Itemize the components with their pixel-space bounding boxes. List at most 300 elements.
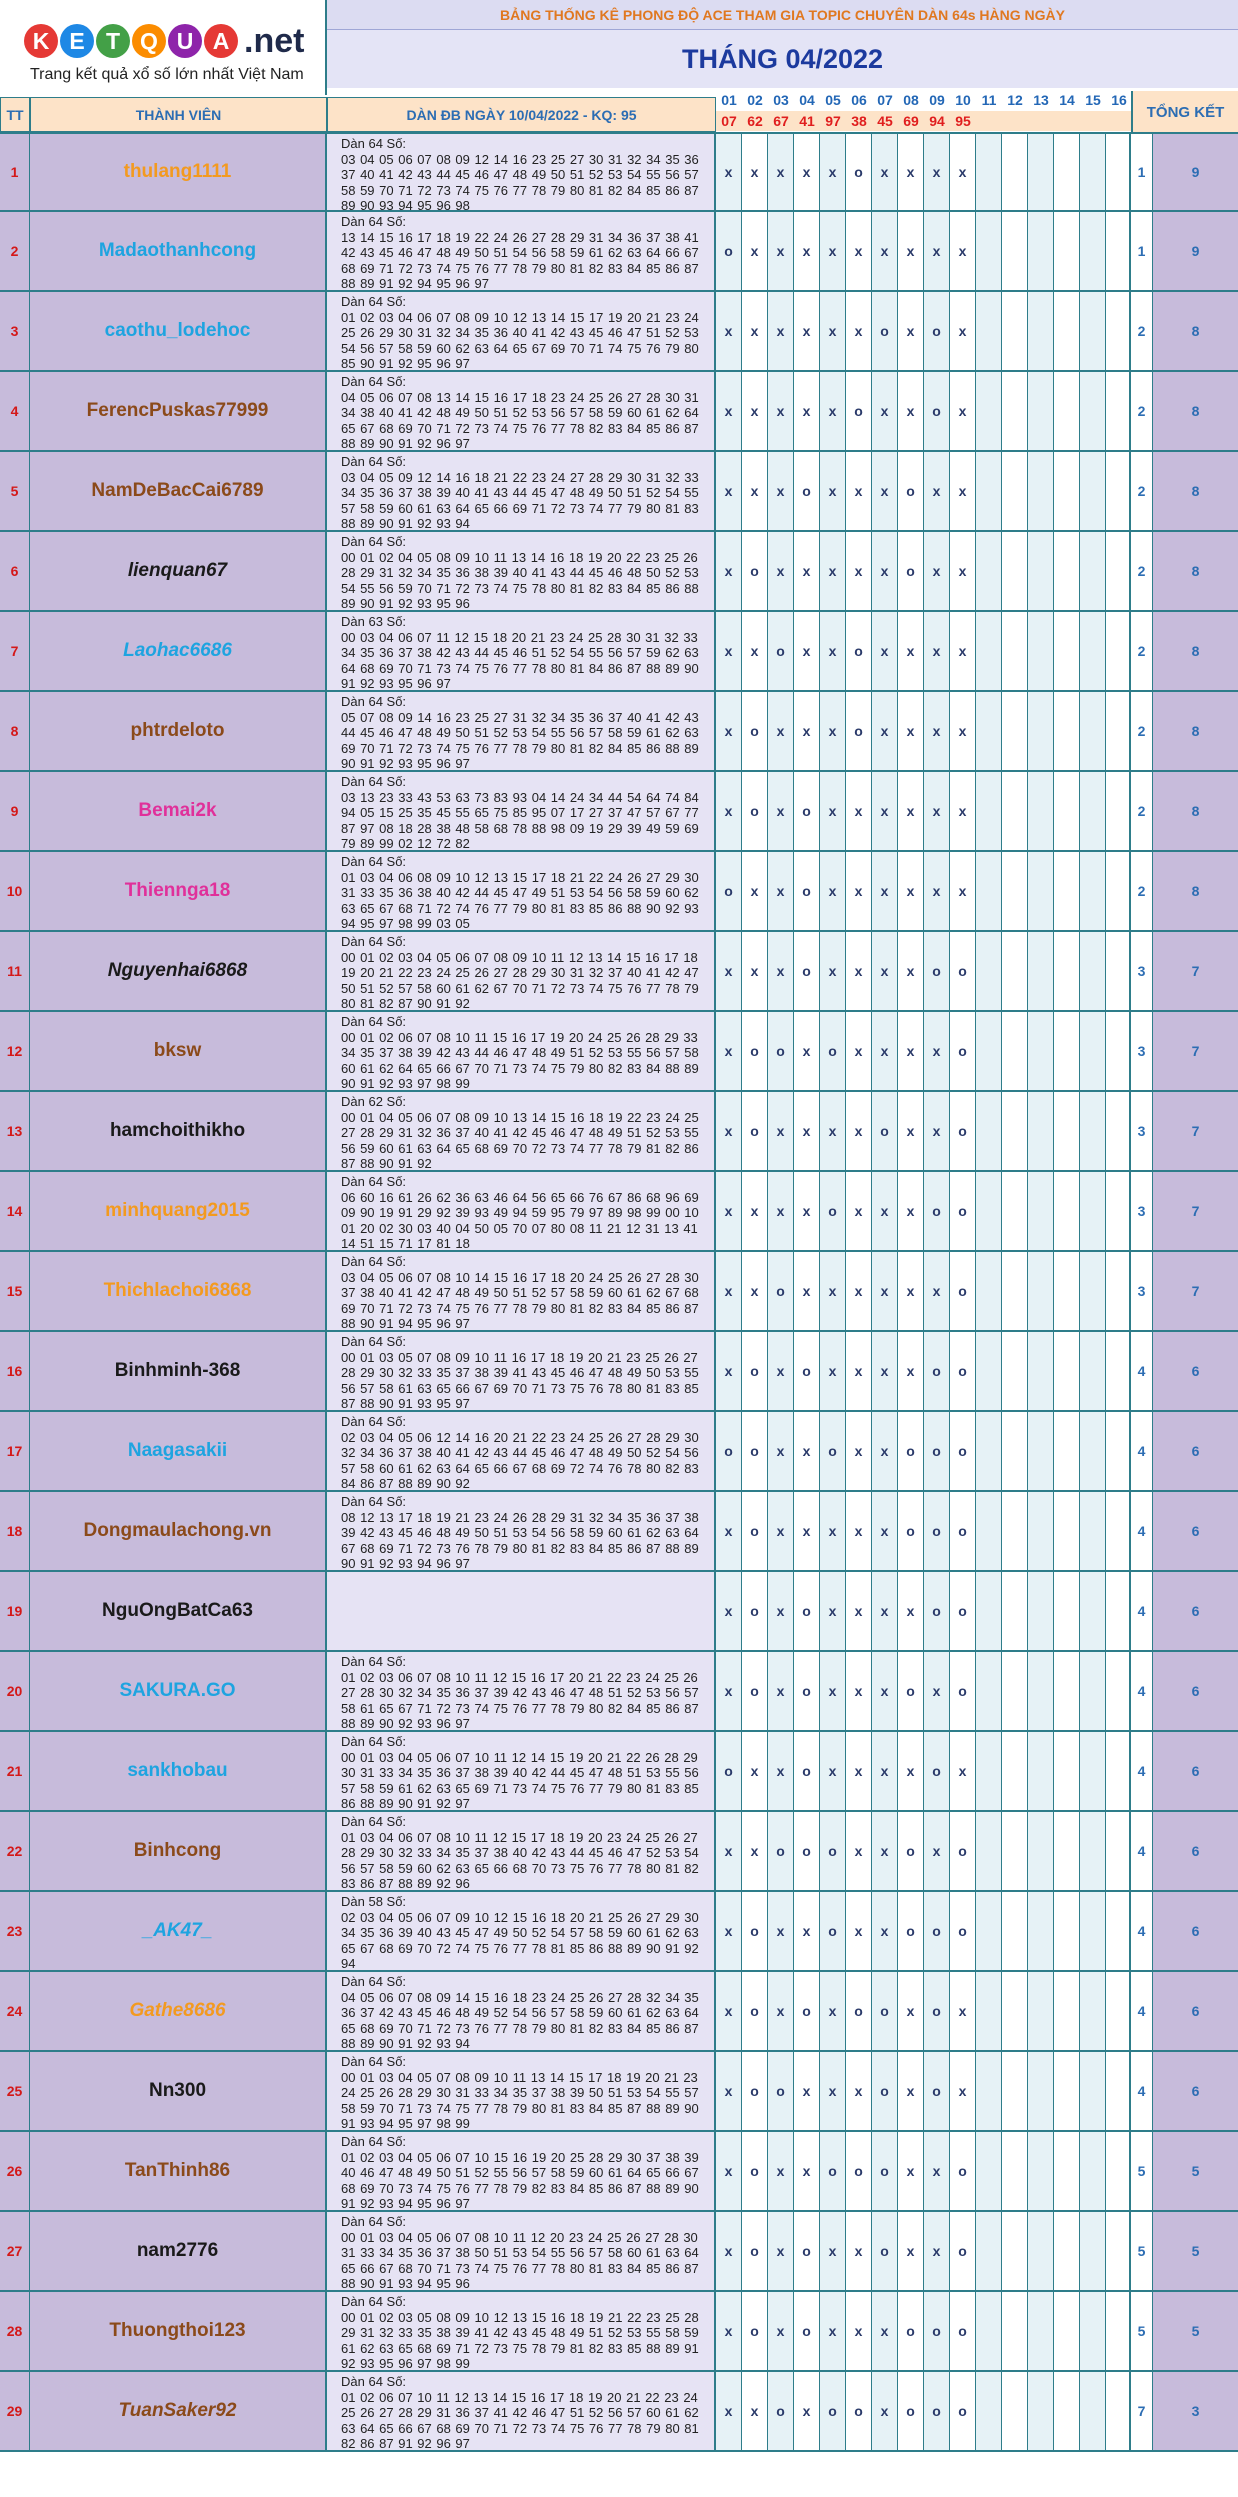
dan-label: Dàn 62 Số: <box>341 1094 407 1109</box>
spacer <box>1120 612 1131 690</box>
dan-numbers: 06 60 16 61 26 62 36 63 46 64 56 65 66 76 67 86 68 96 69 09 90 19 91 29 92 39 93 49 94 59 95 79 97 89 98 99 00 10 01 20 02 30 03 40 04 50 05 70 07 80 08 11 21 12 31 13 41 14 51 15 71 17 81 18 <box>341 1189 699 1250</box>
spacer <box>1120 1332 1131 1410</box>
member-name[interactable]: TuanSaker92 <box>30 2372 327 2450</box>
day-mark <box>1028 2052 1054 2130</box>
day-mark: o <box>950 1252 976 1330</box>
day-result: 95 <box>950 111 976 131</box>
total-hit: 3 <box>1131 932 1153 1010</box>
dan-numbers: 08 12 13 17 18 19 21 23 24 26 28 29 31 32 34 35 36 37 38 39 42 43 45 46 48 49 50 51 53 54 56 58 59 60 61 62 63 64 67 68 69 71 72 73 76 78 79 80 81 82 83 84 85 86 87 88 89 90 91 92 93 94 96 97 <box>341 1509 699 1570</box>
row-index: 18 <box>0 1492 30 1570</box>
day-mark <box>1080 1732 1106 1810</box>
member-name[interactable]: nam2776 <box>30 2212 327 2290</box>
dan-numbers: 13 14 15 16 17 18 19 22 24 26 27 28 29 31 34 36 37 38 41 42 43 45 46 47 48 49 50 51 54 56 58 59 61 62 63 64 66 67 68 69 71 72 73 74 75 76 77 78 79 80 81 82 83 84 85 86 87 88 89 91 92 94 95 96 97 <box>341 229 699 290</box>
dan-label: Dàn 64 Số: <box>341 454 407 469</box>
day-mark <box>1002 1252 1028 1330</box>
day-mark: o <box>742 532 768 610</box>
day-mark: x <box>716 532 742 610</box>
day-mark <box>976 2372 1002 2450</box>
day-mark <box>1002 1332 1028 1410</box>
site-logo[interactable] <box>0 0 327 95</box>
day-mark: o <box>924 1732 950 1810</box>
member-name[interactable]: Gathe8686 <box>30 1972 327 2050</box>
member-name[interactable]: thulang1111 <box>30 134 327 210</box>
day-mark: x <box>716 2132 742 2210</box>
total-miss: 6 <box>1153 1892 1238 1970</box>
day-mark: o <box>794 852 820 930</box>
row-index: 15 <box>0 1252 30 1330</box>
day-mark <box>976 2052 1002 2130</box>
day-mark <box>1028 372 1054 450</box>
day-mark: x <box>872 612 898 690</box>
day-mark: x <box>768 372 794 450</box>
day-mark <box>1002 1652 1028 1730</box>
dan-label: Dàn 64 Số: <box>341 2294 407 2309</box>
dan-numbers: 00 01 03 04 05 06 07 08 10 11 12 20 23 24 25 26 27 28 30 31 33 34 35 36 37 38 50 51 53 54 55 56 57 58 60 61 63 64 65 66 67 68 70 71 73 74 75 76 77 78 80 81 83 84 85 86 87 88 90 91 93 94 95 96 <box>341 2229 699 2290</box>
day-result <box>1080 111 1106 131</box>
day-mark <box>976 1492 1002 1570</box>
day-mark: x <box>924 212 950 290</box>
day-mark: x <box>872 1412 898 1490</box>
day-result: 07 <box>716 111 742 131</box>
day-mark <box>1028 1252 1054 1330</box>
day-mark: x <box>846 772 872 850</box>
dan-cell <box>327 1172 716 1250</box>
day-mark: x <box>794 692 820 770</box>
day-mark: x <box>950 772 976 850</box>
dan-numbers: 03 13 23 33 43 53 63 73 83 93 04 14 24 34 44 54 64 74 84 94 05 15 25 35 45 55 65 75 85 95 07 17 27 37 47 57 67 77 87 97 08 18 28 38 48 58 68 78 88 98 09 19 29 39 49 59 69 79 89 99 02 12 72 82 <box>341 789 699 850</box>
day-mark: o <box>794 2292 820 2370</box>
row-index: 26 <box>0 2132 30 2210</box>
spacer <box>1120 292 1131 370</box>
dan-numbers: 02 03 04 05 06 07 09 10 12 15 16 18 20 21 25 26 27 29 30 34 35 36 39 40 43 45 47 49 50 52 54 57 58 59 60 61 62 63 65 67 68 69 70 72 74 75 76 77 78 81 85 86 88 89 90 91 92 94 <box>341 1909 699 1970</box>
day-mark <box>1080 852 1106 930</box>
day-mark: o <box>846 2372 872 2450</box>
member-name[interactable]: caothu_lodehoc <box>30 292 327 370</box>
total-miss: 3 <box>1153 2372 1238 2450</box>
day-mark: x <box>950 2052 976 2130</box>
day-mark: x <box>742 372 768 450</box>
dan-cell <box>327 612 716 690</box>
day-mark: o <box>924 1892 950 1970</box>
member-name[interactable]: SAKURA.GO <box>30 1652 327 1730</box>
day-mark: o <box>742 2052 768 2130</box>
row-index: 19 <box>0 1572 30 1650</box>
day-mark <box>1028 2372 1054 2450</box>
day-mark <box>1080 692 1106 770</box>
dan-label: Dàn 64 Số: <box>341 1734 407 1749</box>
day-mark: o <box>924 1412 950 1490</box>
day-mark: x <box>768 1972 794 2050</box>
day-mark: x <box>820 2212 846 2290</box>
day-mark <box>1054 372 1080 450</box>
day-mark <box>976 1332 1002 1410</box>
member-name[interactable]: Nguyenhai6868 <box>30 932 327 1010</box>
day-mark: x <box>794 372 820 450</box>
row-index: 8 <box>0 692 30 770</box>
dan-cell <box>327 2372 716 2450</box>
day-number: 15 <box>1085 92 1101 108</box>
member-name[interactable]: Dongmaulachong.vn <box>30 1492 327 1570</box>
row-index: 16 <box>0 1332 30 1410</box>
spacer <box>1120 852 1131 930</box>
day-mark: o <box>742 1572 768 1650</box>
day-mark: x <box>820 2052 846 2130</box>
day-mark: x <box>820 292 846 370</box>
member-name[interactable]: Binhminh-368 <box>30 1332 327 1410</box>
dan-label: Dàn 64 Số: <box>341 1014 407 1029</box>
row-index: 28 <box>0 2292 30 2370</box>
day-mark: x <box>768 2212 794 2290</box>
day-mark: x <box>898 2212 924 2290</box>
day-mark: o <box>768 2052 794 2130</box>
table-row <box>0 2132 1238 2212</box>
day-mark <box>1080 292 1106 370</box>
row-index: 11 <box>0 932 30 1010</box>
day-mark: x <box>872 1812 898 1890</box>
member-name[interactable]: Madaothanhcong <box>30 212 327 290</box>
total-miss: 9 <box>1153 134 1238 210</box>
member-name[interactable]: Nn300 <box>30 2052 327 2130</box>
day-mark: o <box>950 2372 976 2450</box>
member-name[interactable]: hamchoithikho <box>30 1092 327 1170</box>
dan-label: Dàn 64 Số: <box>341 1254 407 1269</box>
dan-numbers: 03 04 05 09 12 14 16 18 21 22 23 24 27 28 29 30 31 32 33 34 35 36 37 38 39 40 41 43 44 45 47 48 49 50 51 52 54 55 57 58 59 60 61 63 64 65 66 69 71 72 73 74 77 79 80 81 83 88 89 90 91 92 93 94 <box>341 469 699 530</box>
day-mark: x <box>898 1252 924 1330</box>
day-result <box>1054 111 1080 131</box>
day-mark: x <box>898 612 924 690</box>
member-name[interactable]: lienquan67 <box>30 532 327 610</box>
member-name[interactable]: Naagasakii <box>30 1412 327 1490</box>
member-name[interactable]: Binhcong <box>30 1812 327 1890</box>
day-mark: x <box>794 2052 820 2130</box>
day-mark <box>1002 1492 1028 1570</box>
day-mark: x <box>716 372 742 450</box>
day-mark <box>1028 1012 1054 1090</box>
day-number: 02 <box>747 92 763 108</box>
day-mark <box>1002 1172 1028 1250</box>
dan-cell <box>327 2132 716 2210</box>
day-mark <box>1054 2052 1080 2130</box>
day-mark: x <box>794 1172 820 1250</box>
day-mark <box>976 2212 1002 2290</box>
day-mark: x <box>820 1492 846 1570</box>
member-name[interactable]: Bemai2k <box>30 772 327 850</box>
member-name[interactable]: bksw <box>30 1012 327 1090</box>
day-mark: x <box>742 1252 768 1330</box>
day-result <box>1002 111 1028 131</box>
dan-cell <box>327 1572 716 1650</box>
day-mark: x <box>716 1972 742 2050</box>
total-miss: 5 <box>1153 2132 1238 2210</box>
day-mark: x <box>950 452 976 530</box>
day-mark <box>1028 1732 1054 1810</box>
day-mark: x <box>898 1332 924 1410</box>
member-name[interactable]: NamDeBacCai6789 <box>30 452 327 530</box>
day-mark: o <box>742 692 768 770</box>
day-mark: x <box>846 1812 872 1890</box>
day-mark: x <box>716 2052 742 2130</box>
day-result <box>1028 111 1054 131</box>
total-hit: 4 <box>1131 1732 1153 1810</box>
day-mark: o <box>768 1012 794 1090</box>
dan-cell <box>327 932 716 1010</box>
day-mark <box>1054 1012 1080 1090</box>
table-row <box>0 452 1238 532</box>
day-mark: o <box>742 1652 768 1730</box>
dan-numbers: 01 02 06 07 10 11 12 13 14 15 16 17 18 19 20 21 22 23 24 25 26 27 28 29 31 36 37 41 42 46 47 51 52 56 57 60 61 62 63 64 65 66 67 68 69 70 71 72 73 74 75 76 77 78 79 80 81 82 86 87 91 92 96 97 <box>341 2389 699 2450</box>
spacer <box>1120 1252 1131 1330</box>
day-mark: x <box>768 852 794 930</box>
day-mark <box>1080 2052 1106 2130</box>
member-name[interactable]: sankhobau <box>30 1732 327 1810</box>
row-index: 10 <box>0 852 30 930</box>
total-hit: 4 <box>1131 1812 1153 1890</box>
day-mark <box>976 1652 1002 1730</box>
logo-letter: Q <box>132 24 166 58</box>
day-mark: x <box>846 1332 872 1410</box>
day-mark <box>1054 1572 1080 1650</box>
day-mark: x <box>716 2372 742 2450</box>
table-row <box>0 1812 1238 1892</box>
day-mark <box>1080 1572 1106 1650</box>
day-mark: x <box>768 932 794 1010</box>
day-mark: o <box>924 292 950 370</box>
day-mark <box>976 692 1002 770</box>
day-mark: x <box>820 1572 846 1650</box>
day-mark <box>1028 2132 1054 2210</box>
dan-label: Dàn 64 Số: <box>341 694 407 709</box>
dan-label: Dàn 64 Số: <box>341 854 407 869</box>
day-mark <box>1002 292 1028 370</box>
dan-label: Dàn 64 Số: <box>341 1174 407 1189</box>
day-mark: o <box>742 1092 768 1170</box>
table-row <box>0 2292 1238 2372</box>
day-mark: x <box>950 134 976 210</box>
day-mark: x <box>898 1972 924 2050</box>
table-row <box>0 1492 1238 1572</box>
day-mark: o <box>898 1892 924 1970</box>
day-mark <box>1080 1812 1106 1890</box>
spacer <box>1120 2052 1131 2130</box>
day-mark: x <box>742 292 768 370</box>
member-name[interactable]: Thichlachoi6868 <box>30 1252 327 1330</box>
total-hit: 4 <box>1131 1492 1153 1570</box>
day-mark <box>1054 2372 1080 2450</box>
day-mark <box>1080 2292 1106 2370</box>
day-mark: x <box>924 612 950 690</box>
day-mark: x <box>924 1252 950 1330</box>
day-mark: x <box>872 1332 898 1410</box>
dan-cell <box>327 1332 716 1410</box>
day-mark: x <box>820 612 846 690</box>
member-name[interactable]: Thiennga18 <box>30 852 327 930</box>
day-mark <box>976 372 1002 450</box>
day-mark: x <box>898 134 924 210</box>
day-mark: x <box>872 1572 898 1650</box>
day-mark: o <box>950 1652 976 1730</box>
day-mark: o <box>950 1172 976 1250</box>
total-hit: 4 <box>1131 1332 1153 1410</box>
day-mark: o <box>716 852 742 930</box>
total-miss: 6 <box>1153 1652 1238 1730</box>
day-mark: o <box>768 2372 794 2450</box>
member-name[interactable]: minhquang2015 <box>30 1172 327 1250</box>
day-number: 14 <box>1059 92 1075 108</box>
day-mark: x <box>820 372 846 450</box>
day-mark: o <box>820 1812 846 1890</box>
member-name[interactable]: FerencPuskas77999 <box>30 372 327 450</box>
day-mark <box>1054 134 1080 210</box>
day-mark: o <box>924 1572 950 1650</box>
day-mark <box>1054 1252 1080 1330</box>
row-index: 25 <box>0 2052 30 2130</box>
spacer <box>1120 772 1131 850</box>
row-index: 21 <box>0 1732 30 1810</box>
day-mark: x <box>768 2292 794 2370</box>
day-mark: o <box>872 2052 898 2130</box>
total-miss: 5 <box>1153 2292 1238 2370</box>
day-mark: x <box>820 134 846 210</box>
day-mark: o <box>794 1652 820 1730</box>
day-mark: o <box>846 134 872 210</box>
total-hit: 4 <box>1131 1972 1153 2050</box>
dan-numbers: 04 05 06 07 08 13 14 15 16 17 18 23 24 25 26 27 28 30 31 34 38 40 41 42 48 49 50 51 52 53 56 57 58 59 60 61 62 64 65 67 68 69 70 71 72 73 74 75 76 77 78 82 83 84 85 86 87 88 89 90 91 92 96 97 <box>341 389 699 450</box>
day-mark: o <box>742 1412 768 1490</box>
total-hit: 2 <box>1131 292 1153 370</box>
day-mark: x <box>846 1092 872 1170</box>
table-row <box>0 1252 1238 1332</box>
member-name[interactable]: Laohac6686 <box>30 612 327 690</box>
day-result: 45 <box>872 111 898 131</box>
day-mark: x <box>898 692 924 770</box>
day-mark <box>1028 2292 1054 2370</box>
row-index: 4 <box>0 372 30 450</box>
dan-cell <box>327 532 716 610</box>
spacer <box>1120 1492 1131 1570</box>
dan-numbers: 01 02 03 04 06 07 08 09 10 12 13 14 15 17 19 20 21 23 24 25 26 29 30 31 32 34 35 36 40 41 42 43 45 46 47 51 52 53 54 56 57 58 59 60 62 63 64 65 67 69 70 71 74 75 76 79 80 85 90 91 92 95 96 97 <box>341 309 699 370</box>
day-mark: x <box>950 532 976 610</box>
day-mark: x <box>742 1172 768 1250</box>
table-row <box>0 2212 1238 2292</box>
day-mark: x <box>898 1572 924 1650</box>
day-mark <box>1080 1092 1106 1170</box>
day-mark: o <box>950 1092 976 1170</box>
day-mark: o <box>898 2372 924 2450</box>
day-mark <box>1028 532 1054 610</box>
member-name[interactable]: Thuongthoi123 <box>30 2292 327 2370</box>
day-mark <box>1002 1892 1028 1970</box>
total-miss: 6 <box>1153 1972 1238 2050</box>
day-mark: x <box>872 692 898 770</box>
dan-numbers: 05 07 08 09 14 16 23 25 27 31 32 34 35 36 37 40 41 42 43 44 45 46 47 48 49 50 51 52 53 54 55 56 57 58 59 61 62 63 69 70 71 72 73 74 75 76 77 78 79 80 81 82 84 85 86 88 89 90 91 92 93 95 96 97 <box>341 709 699 770</box>
day-mark: o <box>924 1332 950 1410</box>
day-mark: o <box>716 1732 742 1810</box>
day-number: 06 <box>851 92 867 108</box>
day-mark: x <box>924 134 950 210</box>
day-mark: x <box>950 692 976 770</box>
day-mark: o <box>872 1092 898 1170</box>
dan-numbers: 00 01 02 04 05 08 09 10 11 13 14 16 18 19 20 22 23 25 26 28 29 31 32 34 35 36 38 39 40 41 43 44 45 46 48 50 52 53 54 55 56 59 70 71 72 73 74 75 78 80 81 82 83 84 85 86 88 89 90 91 92 93 95 96 <box>341 549 699 610</box>
spacer <box>1120 1092 1131 1170</box>
day-mark: x <box>924 452 950 530</box>
total-hit: 4 <box>1131 1572 1153 1650</box>
day-mark <box>976 1092 1002 1170</box>
table-row <box>0 1332 1238 1412</box>
day-mark: o <box>768 612 794 690</box>
day-mark: x <box>846 1492 872 1570</box>
day-mark: x <box>820 1732 846 1810</box>
day-mark: o <box>924 2372 950 2450</box>
dan-cell <box>327 212 716 290</box>
total-hit: 4 <box>1131 1892 1153 1970</box>
dan-label: Dàn 64 Số: <box>341 1494 407 1509</box>
row-index: 6 <box>0 532 30 610</box>
day-mark: o <box>950 1572 976 1650</box>
spacer <box>1120 932 1131 1010</box>
dan-label: Dàn 64 Số: <box>341 2054 407 2069</box>
dan-numbers: 00 01 02 06 07 08 10 11 15 16 17 19 20 24 25 26 28 29 33 34 35 37 38 39 42 43 44 46 47 48 49 51 52 53 55 56 57 58 60 61 62 64 65 66 67 70 71 73 74 75 79 80 82 83 84 88 89 90 91 92 93 97 98 99 <box>341 1029 699 1090</box>
day-mark: x <box>898 1012 924 1090</box>
day-mark: x <box>924 2132 950 2210</box>
member-name[interactable]: _AK47_ <box>30 1892 327 1970</box>
day-mark: o <box>742 1492 768 1570</box>
day-mark: x <box>768 1412 794 1490</box>
day-mark: x <box>716 1492 742 1570</box>
member-name[interactable]: NguOngBatCa63 <box>30 1572 327 1650</box>
dan-label: Dàn 64 Số: <box>341 1334 407 1349</box>
day-mark: x <box>716 292 742 370</box>
day-mark <box>976 1012 1002 1090</box>
table-row <box>0 2372 1238 2452</box>
total-miss: 6 <box>1153 1492 1238 1570</box>
total-miss: 6 <box>1153 2052 1238 2130</box>
table-row <box>0 1172 1238 1252</box>
day-mark: x <box>794 1412 820 1490</box>
day-mark: x <box>768 772 794 850</box>
day-mark <box>1054 932 1080 1010</box>
member-name[interactable]: TanThinh86 <box>30 2132 327 2210</box>
spacer <box>1120 2212 1131 2290</box>
total-miss: 9 <box>1153 212 1238 290</box>
day-mark <box>976 1412 1002 1490</box>
day-mark: x <box>950 852 976 930</box>
dan-label: Dàn 64 Số: <box>341 2214 407 2229</box>
day-mark <box>976 1812 1002 1890</box>
day-mark <box>1028 1172 1054 1250</box>
total-hit: 4 <box>1131 1412 1153 1490</box>
day-mark: o <box>742 2132 768 2210</box>
row-index: 9 <box>0 772 30 850</box>
day-number: 12 <box>1007 92 1023 108</box>
dan-cell <box>327 2052 716 2130</box>
dan-numbers: 00 01 03 04 05 06 07 10 11 12 14 15 19 20 21 22 26 28 29 30 31 33 34 35 36 37 38 39 40 42 44 45 47 48 51 53 55 56 57 58 59 61 62 63 65 69 71 73 74 75 76 77 79 80 81 83 85 86 88 89 90 91 92 97 <box>341 1749 699 1810</box>
row-index: 13 <box>0 1092 30 1170</box>
total-miss: 8 <box>1153 532 1238 610</box>
dan-cell <box>327 2292 716 2370</box>
day-mark <box>976 452 1002 530</box>
member-name[interactable]: phtrdeloto <box>30 692 327 770</box>
month-title: THÁNG 04/2022 <box>327 30 1238 88</box>
day-mark: x <box>820 1092 846 1170</box>
day-mark: x <box>742 2372 768 2450</box>
dan-cell <box>327 134 716 210</box>
day-mark: x <box>846 212 872 290</box>
day-mark: o <box>794 1732 820 1810</box>
dan-numbers: 00 01 02 03 05 08 09 10 12 13 15 16 18 19 21 22 23 25 28 29 31 32 33 35 38 39 41 42 43 45 48 49 51 52 53 55 58 59 61 62 63 65 68 69 71 72 73 75 78 79 81 82 83 85 88 89 91 92 93 95 96 97 98 99 <box>341 2309 699 2370</box>
spacer <box>1120 1012 1131 1090</box>
day-mark: x <box>898 1732 924 1810</box>
day-mark: o <box>924 1972 950 2050</box>
